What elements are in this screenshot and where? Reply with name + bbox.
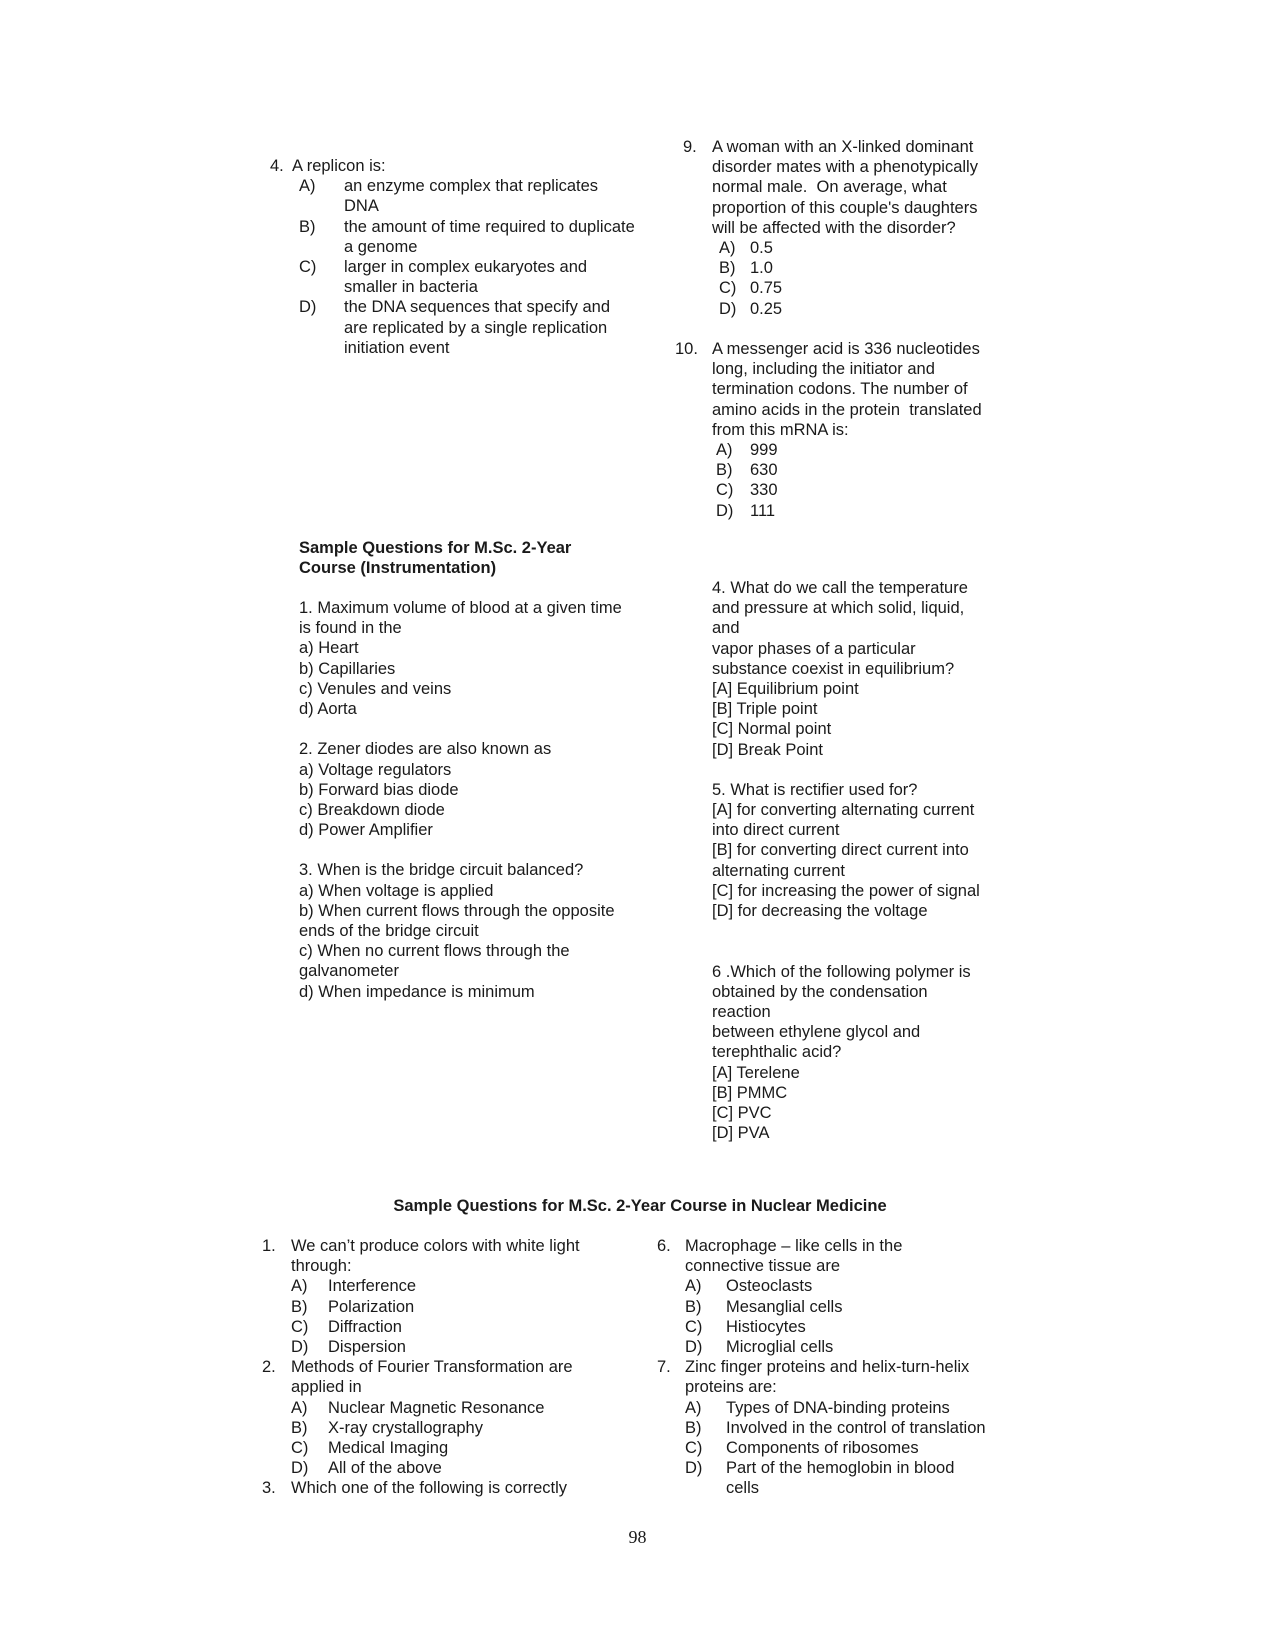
question-stem: A woman with an X-linked dominant xyxy=(712,138,974,156)
option-a: A) Nuclear Magnetic Resonance xyxy=(291,1398,545,1417)
question-number: 10. xyxy=(675,340,698,358)
instrumentation-question-4: 4. What do we call the temperature and pressure at which solid, liquid, and vapor phases of a particular substance coexist in equilibrium? [A] Equilibrium point [B] Triple point [C] Normal point [D] Break Point xyxy=(712,579,968,759)
nuclear-left-column xyxy=(262,1236,662,1498)
option-b: B) the amount of time required to duplicate xyxy=(299,217,635,236)
nuclear-question-2: 2. Methods of Fourier Transformation are applied in A) Nuclear Magnetic Resonance B) X-ray crystallography C) Medical Imaging D) All of the above xyxy=(262,1357,662,1478)
instrumentation-question-5: 5. What is rectifier used for? [A] for converting alternating current into direct current [B] for converting direct current into alternating current [C] for increasing the power of signal [D] for decreasing the voltage xyxy=(712,780,980,920)
page-number: 98 xyxy=(628,1527,647,1547)
option-a: A) Types of DNA-binding proteins xyxy=(685,1398,950,1417)
option-a: A) Interference xyxy=(291,1277,417,1296)
option-a: A) 999 xyxy=(716,440,778,459)
option-a: A) Osteoclasts xyxy=(685,1277,813,1296)
option-c: C) 0.75 xyxy=(719,279,783,298)
option-a: A) 0.5 xyxy=(719,238,773,257)
option-d: D) Microglial cells xyxy=(685,1337,834,1356)
option-b: B) 1.0 xyxy=(719,259,773,278)
question-number: 6. xyxy=(657,1237,671,1255)
option-d: D) Part of the hemoglobin in blood xyxy=(685,1459,955,1478)
option-c: C) 330 xyxy=(716,481,778,500)
question-number: 1. xyxy=(262,1237,276,1255)
question-number: 3. xyxy=(262,1479,276,1498)
question-9: 9. A woman with an X-linked dominant disorder mates with a phenotypically normal male. On average, what proportion of this couple's daughters will be affected with the disorder? A) 0.5 B) 1.0 C) 0.75 D) 0.25 xyxy=(683,137,1043,319)
option-b: B) 630 xyxy=(716,461,778,480)
question-stem: A messenger acid is 336 nucleotides xyxy=(712,340,980,358)
question-number: 2. xyxy=(262,1358,276,1377)
option-c: C) Medical Imaging xyxy=(291,1438,449,1457)
question-stem: A replicon is: xyxy=(292,157,386,175)
nuclear-question-3: 3. Which one of the following is correctly xyxy=(262,1479,568,1498)
option-b: B) X-ray crystallography xyxy=(291,1418,483,1437)
option-d: D) All of the above xyxy=(291,1459,442,1478)
option-d: D) 111 xyxy=(716,501,776,520)
question-number: 4. xyxy=(270,157,284,175)
option-c: C) larger in complex eukaryotes and xyxy=(299,257,588,276)
question-10: 10. A messenger acid is 336 nucleotides long, including the initiator and termination codons. The number of amino acids in the protein translated from this mRNA is: A) 999 B) 630 C) 330 D) 111 xyxy=(675,339,1045,521)
nuclear-question-1: 1. We can’t produce colors with white light through: A) Interference B) Polarization C) Diffraction D) Dispersion xyxy=(262,1236,662,1357)
option-b: B) Mesanglial cells xyxy=(685,1297,843,1316)
instrumentation-question-2: 2. Zener diodes are also known as a) Voltage regulators b) Forward bias diode c) Breakdown diode d) Power Amplifier xyxy=(299,740,552,840)
instrumentation-question-3: 3. When is the bridge circuit balanced? a) When voltage is applied b) When current flows through the opposite ends of the bridge circuit c) When no current flows through the galvanometer d) When impedance is minimum xyxy=(299,861,615,1001)
instrumentation-right-column xyxy=(712,578,1052,1143)
question-number: 9. xyxy=(683,138,697,156)
option-c: C) Diffraction xyxy=(291,1317,402,1336)
nuclear-question-6: 6. Macrophage – like cells in the connective tissue are A) Osteoclasts B) Mesanglial cells C) Histiocytes D) Microglial cells xyxy=(657,1236,1057,1357)
option-b: B) Involved in the control of translation xyxy=(685,1418,986,1437)
nuclear-medicine-heading: Sample Questions for M.Sc. 2-Year Course in Nuclear Medicine xyxy=(393,1197,887,1215)
option-d: D) Dispersion xyxy=(291,1337,406,1356)
option-a: A) an enzyme complex that replicates xyxy=(299,177,599,196)
instrumentation-question-1: 1. Maximum volume of blood at a given time is found in the a) Heart b) Capillaries c) Venules and veins d) Aorta xyxy=(299,599,622,718)
option-d: D) the DNA sequences that specify and xyxy=(299,298,610,317)
option-d: D) 0.25 xyxy=(719,299,783,318)
option-c: C) Components of ribosomes xyxy=(685,1438,919,1457)
question-number: 7. xyxy=(657,1358,671,1377)
nuclear-question-7: 7. Zinc finger proteins and helix-turn-helix proteins are: A) Types of DNA-binding proteins B) Involved in the control of translation C) Components of ribosomes D) Part of the hemoglobin in blood cells xyxy=(657,1357,1057,1498)
instrumentation-question-6: 6 .Which of the following polymer is obtained by the condensation reaction between ethylene glycol and terephthalic acid? [A] Terelene [B] PMMC [C] PVC [D] PVA xyxy=(712,962,971,1143)
instrumentation-heading: Sample Questions for M.Sc. 2-Year Course (Instrumentation) xyxy=(299,539,572,578)
nuclear-right-column xyxy=(657,1236,1057,1498)
option-b: B) Polarization xyxy=(291,1297,415,1316)
instrumentation-left-column xyxy=(299,598,679,1002)
option-c: C) Histiocytes xyxy=(685,1317,806,1336)
question-4-replicon: 4. A replicon is: A) an enzyme complex that replicates DNA B) the amount of time required to duplicate a genome C) larger in complex eukaryotes and smaller in bacteria D) the DNA sequences that specify and are replicated by a single replication initiation event xyxy=(270,156,670,358)
